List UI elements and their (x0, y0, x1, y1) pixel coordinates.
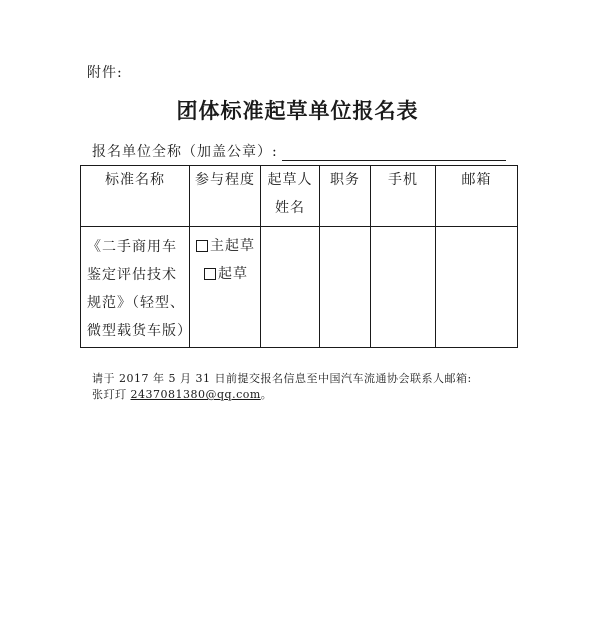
cell-phone[interactable] (371, 227, 436, 348)
checkbox-drafter[interactable] (204, 268, 216, 280)
option-lead-drafter-label: 主起草 (210, 238, 255, 254)
header-position: 职务 (320, 166, 371, 227)
applicant-row (92, 141, 506, 161)
page-title: 团体标准起草单位报名表 (176, 99, 419, 123)
option-drafter-label: 起草 (218, 266, 248, 282)
registration-table (80, 165, 518, 348)
table-header-row (81, 166, 518, 227)
header-drafter-name: 起草人 姓名 (261, 166, 320, 227)
option-lead-drafter[interactable] (196, 232, 260, 260)
note-end: 。 (260, 388, 273, 401)
note-line-1: 请于 2017 年 5 月 31 日前提交报名信息至中国汽车流通协会联系人邮箱: (92, 372, 472, 385)
option-drafter[interactable] (196, 260, 260, 288)
cell-standard-name (81, 227, 190, 348)
cell-participation (190, 227, 261, 348)
checkbox-lead-drafter[interactable] (196, 240, 208, 252)
table-row (81, 227, 518, 348)
applicant-label: 报名单位全称（加盖公章）: (92, 144, 278, 160)
cell-drafter-name[interactable] (261, 227, 320, 348)
submission-note (92, 371, 472, 403)
standard-name-text: 《二手商用车 鉴定评估技术 规范》（轻型、 微型载货车版） (87, 239, 192, 339)
contact-name: 张玎玎 (92, 388, 131, 401)
header-email: 邮箱 (436, 166, 518, 227)
cell-position[interactable] (320, 227, 371, 348)
note-line-2 (92, 387, 472, 403)
header-standard-name: 标准名称 (81, 166, 190, 227)
cell-email[interactable] (436, 227, 518, 348)
header-participation: 参与程度 (190, 166, 261, 227)
header-phone: 手机 (371, 166, 436, 227)
applicant-name-field[interactable] (282, 146, 506, 161)
contact-email-link[interactable]: 2437081380@qq.com (130, 388, 261, 401)
attachment-label: 附件: (87, 65, 123, 81)
